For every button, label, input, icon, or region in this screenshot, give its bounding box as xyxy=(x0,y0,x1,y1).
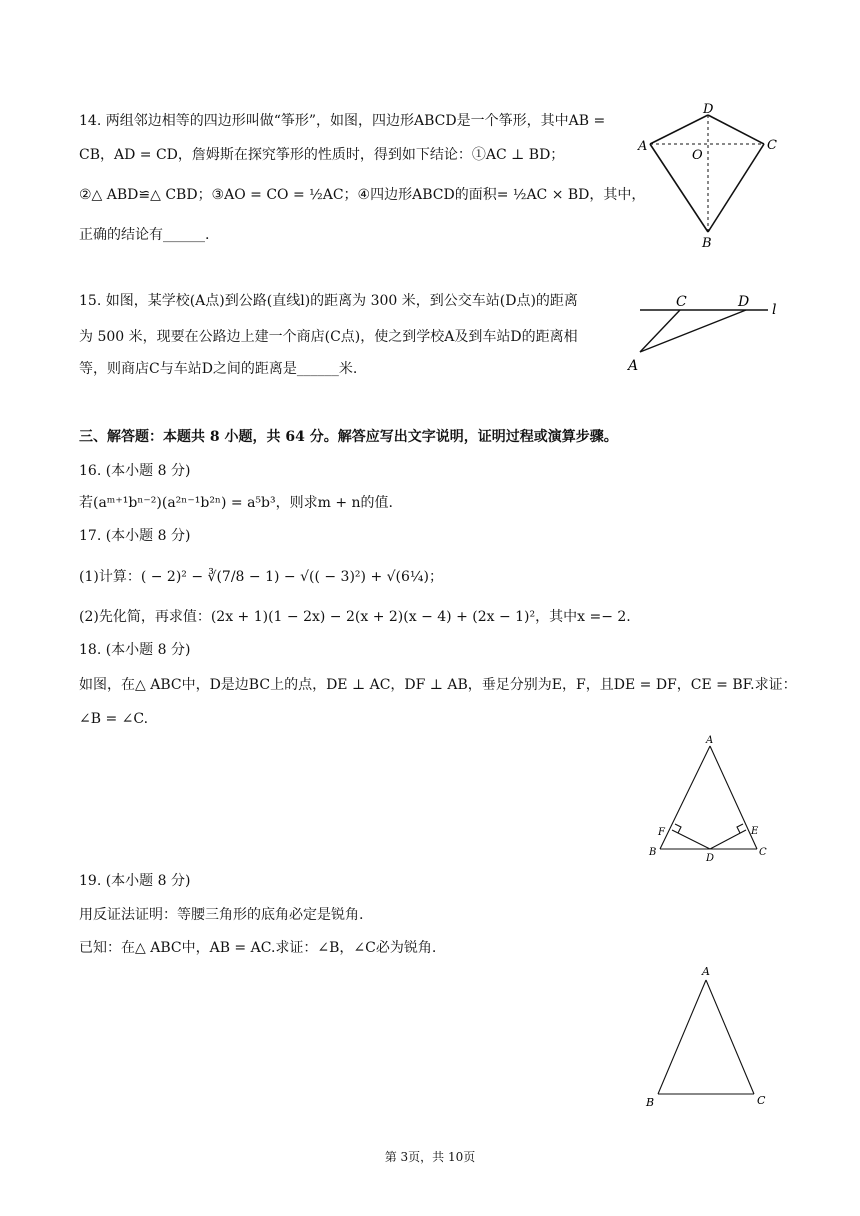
q18-header: 18. (本小题 8 分) xyxy=(79,642,191,658)
tri-def-label-c: C xyxy=(759,847,767,858)
q19-line-2: 已知：在△ ABC中，AB = AC.求证：∠B，∠C必为锐角. xyxy=(79,940,437,956)
road-figure xyxy=(620,290,790,375)
q14-line-4: 正确的结论有______. xyxy=(79,227,210,243)
road-label-c: C xyxy=(676,294,687,310)
q18-line-1: 如图，在△ ABC中，D是边BC上的点，DE ⊥ AC，DF ⊥ AB，垂足分别为E，F，且DE = DF，CE = BF.求证： xyxy=(79,677,797,693)
q17-header: 17. (本小题 8 分) xyxy=(79,528,191,544)
q18-line-2: ∠B = ∠C. xyxy=(79,711,149,727)
q19-line-1: 用反证法证明：等腰三角形的底角必定是锐角. xyxy=(79,907,364,923)
kite-label-o: O xyxy=(692,148,703,163)
q15-line-1: 15. 如图，某学校(A点)到公路(直线l)的距离为 300 米，到公交车站(D点)的距离 xyxy=(79,293,578,309)
kite-label-b: B xyxy=(702,236,712,251)
page-number: 第 3页，共 10页 xyxy=(384,1150,476,1164)
section-3-heading: 三、解答题：本题共 8 小题，共 64 分。解答应写出文字说明，证明过程或演算步骤。 xyxy=(79,429,618,445)
kite-label-c: C xyxy=(767,138,777,153)
tri-def-label-d: D xyxy=(706,853,715,862)
q17-part-1: (1)计算：( − 2)² − ∛(7/8 − 1) − √(( − 3)²) + √(6¼)； xyxy=(79,569,443,585)
q15-line-2: 为 500 米，现要在公路边上建一个商店(C点)，使之到学校A及到车站D的距离相 xyxy=(79,329,578,345)
isosceles-triangle-figure xyxy=(636,962,776,1112)
iso-label-a: A xyxy=(702,965,710,978)
iso-label-b: B xyxy=(646,1096,655,1109)
q14-line-1: 14. 两组邻边相等的四边形叫做“筝形”，如图，四边形ABCD是一个筝形，其中AB = xyxy=(79,113,606,129)
q19-header: 19. (本小题 8 分) xyxy=(79,873,191,889)
road-label-d: D xyxy=(738,294,750,310)
kite-figure xyxy=(636,96,786,256)
q14-line-2: CB，AD = CD，詹姆斯在探究筝形的性质时，得到如下结论：①AC ⊥ BD； xyxy=(79,147,565,163)
q16-header: 16. (本小题 8 分) xyxy=(79,463,191,479)
tri-def-label-a: A xyxy=(706,735,714,746)
tri-def-label-e: E xyxy=(751,826,759,837)
road-label-l: l xyxy=(772,302,777,318)
triangle-def-figure xyxy=(642,732,777,862)
q16-text: 若(aᵐ⁺¹bⁿ⁻²)(a²ⁿ⁻¹b²ⁿ) = a⁵b³，则求m + n的值. xyxy=(79,495,393,511)
iso-label-c: C xyxy=(757,1094,766,1107)
q17-part-2: (2)先化简，再求值：(2x + 1)(1 − 2x) − 2(x + 2)(x − 4) + (2x − 1)²，其中x =− 2. xyxy=(79,609,631,625)
road-label-a: A xyxy=(628,358,639,374)
q15-line-3: 等，则商店C与车站D之间的距离是______米. xyxy=(79,361,358,377)
tri-def-label-b: B xyxy=(649,847,657,858)
kite-label-d: D xyxy=(703,102,714,117)
kite-label-a: A xyxy=(638,139,648,154)
q14-line-3: ②△ ABD≌△ CBD；③AO = CO = ½AC；④四边形ABCD的面积= ½AC × BD，其中， xyxy=(79,187,646,203)
tri-def-label-f: F xyxy=(658,827,665,838)
